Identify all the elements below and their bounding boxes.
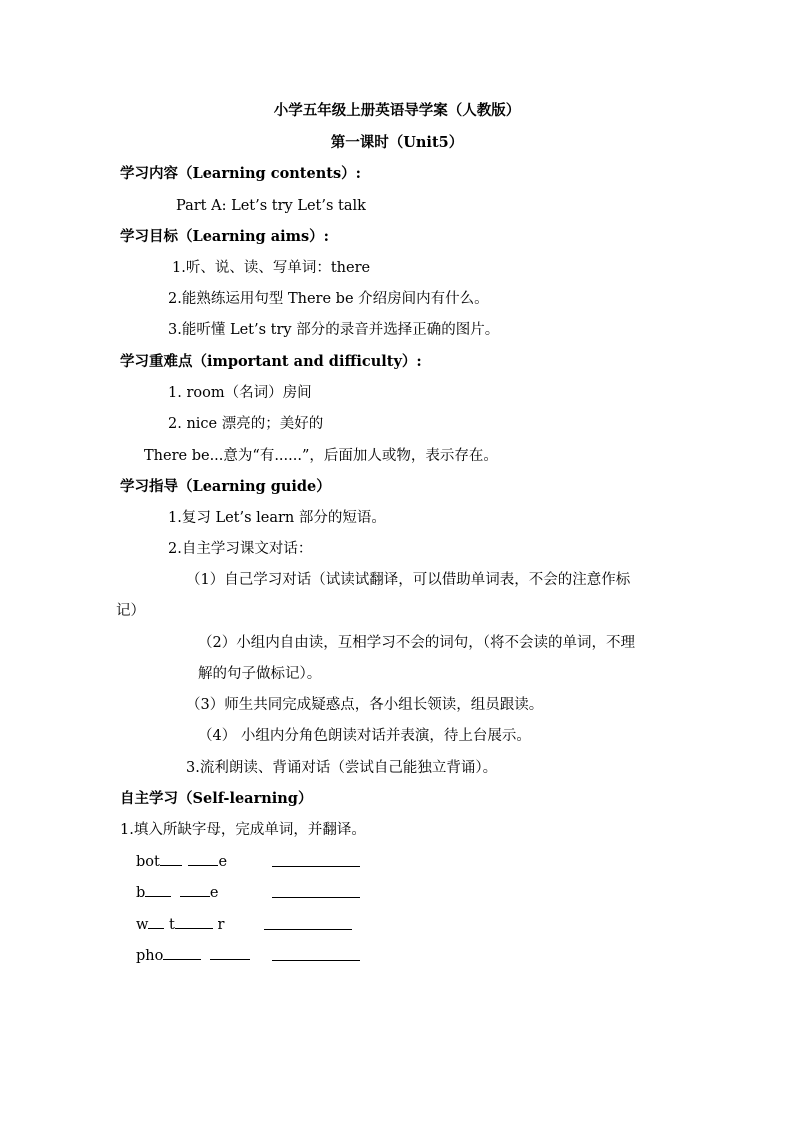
self-learning-heading: 自主学习（Self-learning）: [120, 790, 313, 807]
guide-subitem-continued: 记）: [116, 603, 145, 619]
aim-item: 3.能听懂 Let’s try 部分的录音并选择正确的图片。: [168, 322, 500, 338]
translation-blank[interactable]: [264, 915, 352, 930]
aim-item: 1.听、说、读、写单词：there: [172, 260, 371, 276]
aim-item: 2.能熟练运用句型 There be 介绍房间内有什么。: [168, 291, 489, 307]
word-row: [136, 851, 227, 872]
guide-item: 2.自主学习课文对话：: [168, 541, 313, 557]
word-row: [136, 882, 219, 903]
translation-blank[interactable]: [272, 946, 360, 961]
self-learning-instruction: 1.填入所缺字母，完成单词，并翻译。: [120, 822, 366, 838]
guide-heading: 学习指导（Learning guide）: [120, 478, 331, 495]
word-row: [136, 945, 250, 966]
word-fragment: e: [218, 854, 228, 870]
difficulty-item: 1. room（名词）房间: [168, 385, 312, 401]
translation-blank[interactable]: [272, 883, 360, 898]
word-fragment: t: [164, 917, 175, 933]
contents-text: Part A: Let’s try Let’s talk: [176, 198, 366, 214]
guide-subitem: （4） 小组内分角色朗读对话并表演，待上台展示。: [198, 728, 531, 744]
guide-item: 1.复习 Let’s learn 部分的短语。: [168, 510, 386, 526]
letter-blank[interactable]: [180, 882, 210, 897]
difficulty-heading: 学习重难点（important and difficulty）:: [120, 353, 422, 370]
letter-blank[interactable]: [163, 945, 201, 960]
guide-item: 3.流利朗读、背诵对话（尝试自己能独立背诵）。: [186, 760, 498, 776]
word-row: [136, 914, 224, 935]
letter-blank[interactable]: [175, 914, 213, 929]
word-fragment: pho: [136, 948, 164, 964]
letter-blank[interactable]: [210, 945, 250, 960]
difficulty-item: 2. nice 漂亮的；美好的: [168, 416, 324, 432]
word-fragment: bot: [136, 854, 160, 870]
word-fragment: e: [209, 885, 219, 901]
letter-blank[interactable]: [160, 851, 182, 866]
letter-blank[interactable]: [145, 882, 171, 897]
aims-heading: 学习目标（Learning aims）:: [120, 228, 329, 245]
word-fragment: r: [212, 917, 225, 933]
word-fragment: w: [136, 917, 149, 933]
guide-subitem: （1）自己学习对话（试读试翻译，可以借助单词表，不会的注意作标: [186, 572, 631, 588]
contents-heading: 学习内容（Learning contents）:: [120, 165, 361, 182]
guide-subitem: （3）师生共同完成疑惑点，各小组长领读，组员跟读。: [186, 697, 544, 713]
translation-blank[interactable]: [272, 852, 360, 867]
difficulty-note: There be...意为“有......”，后面加人或物，表示存在。: [144, 448, 498, 464]
word-fragment: b: [136, 885, 146, 901]
page-title: 小学五年级上册英语导学案（人教版）: [273, 102, 521, 119]
letter-blank[interactable]: [188, 851, 218, 866]
guide-subitem-continued: 解的句子做标记）。: [198, 666, 322, 682]
letter-blank[interactable]: [148, 914, 164, 929]
guide-subitem: （2）小组内自由读，互相学习不会的词句，（将不会读的单词，不理: [198, 635, 635, 651]
lesson-subtitle: 第一课时（Unit5）: [330, 134, 464, 151]
